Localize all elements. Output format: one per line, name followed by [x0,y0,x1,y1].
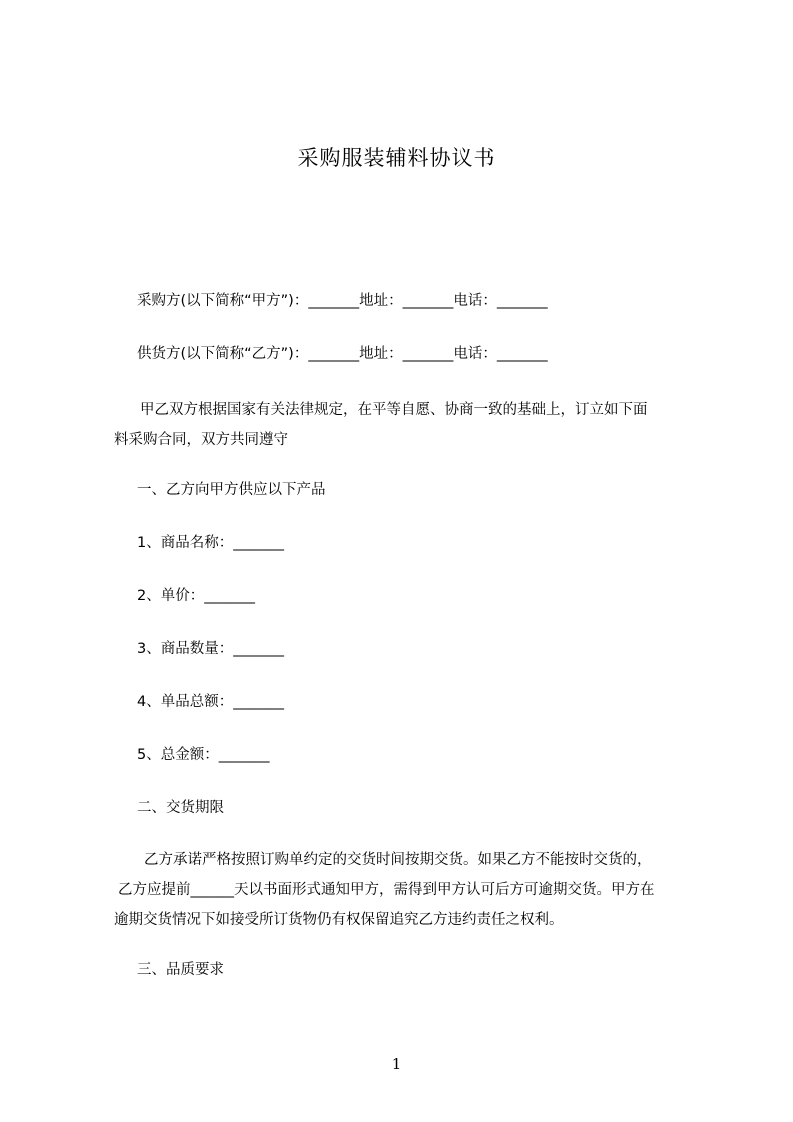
page-number: 1 [391,1055,402,1073]
section-2-heading: 二、交货期限 [137,800,224,816]
buyer-line: 采购方(以下简称“甲方”)：_______地址：_______电话：_______ [137,293,548,309]
product-item: 2、单价：_______ [137,588,255,604]
intro-line-1: 甲乙双方根据国家有关法律规定，在平等自愿、协商一致的基础上，订立如下面 [140,402,648,418]
intro-paragraph [114,395,694,455]
product-item: 4、单品总额：_______ [137,694,284,710]
delivery-paragraph [114,845,694,935]
section-1-heading: 一、乙方向甲方供应以下产品 [137,482,326,498]
section-3-heading: 三、品质要求 [137,962,224,978]
delivery-line-1: 乙方承诺严格按照订购单约定的交货时间按期交货。如果乙方不能按时交货的， [144,852,652,868]
delivery-line-3: 逾期交货情况下如接受所订货物仍有权保留追究乙方违约责任之权利。 [114,912,564,928]
product-item: 1、商品名称：_______ [137,535,284,551]
product-item: 5、总金额：_______ [137,747,270,763]
supplier-line: 供货方(以下简称“乙方”)：_______地址：_______电话：_______ [137,346,548,362]
product-item: 3、商品数量：_______ [137,641,284,657]
document-title: 采购服装辅料协议书 [297,146,496,170]
delivery-line-2: 乙方应提前______天以书面形式通知甲方，需得到甲方认可后方可逾期交货。甲方在 [118,882,655,898]
intro-line-2: 料采购合同，双方共同遵守 [114,432,288,448]
